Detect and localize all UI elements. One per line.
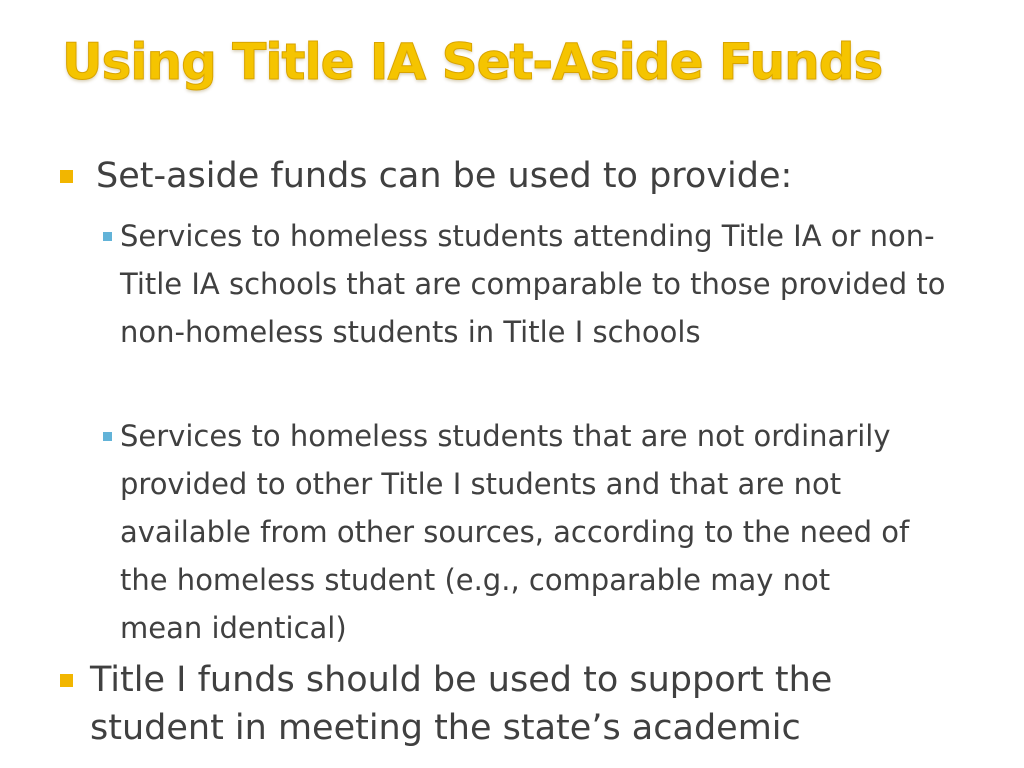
square-bullet-icon	[60, 170, 73, 183]
bullet-level2-comparable-services	[120, 212, 950, 356]
bullet-text: Set-aside funds can be used to provide:	[96, 156, 793, 196]
square-bullet-icon	[60, 674, 73, 687]
bullet-text: Services to homeless students that are not ordinarily provided to other Title I students and that are not available from other sources, according to the need of the homeless student (e.g., comparable may not mean identical)	[120, 419, 910, 645]
bullet-level2-additional-services	[120, 412, 920, 652]
bullet-level1-title-i-funds	[90, 656, 950, 752]
square-bullet-icon	[103, 432, 112, 441]
bullet-text: Services to homeless students attending Title IA or non-Title IA schools that are comparable to those provided to non-homeless students in Title I schools	[120, 219, 946, 349]
slide-title: Using Title IA Set-Aside Funds	[62, 33, 883, 91]
square-bullet-icon	[103, 232, 112, 241]
bullet-text: Title I funds should be used to support the student in meeting the state’s academic	[90, 660, 833, 748]
bullet-level1-set-aside	[96, 152, 936, 200]
